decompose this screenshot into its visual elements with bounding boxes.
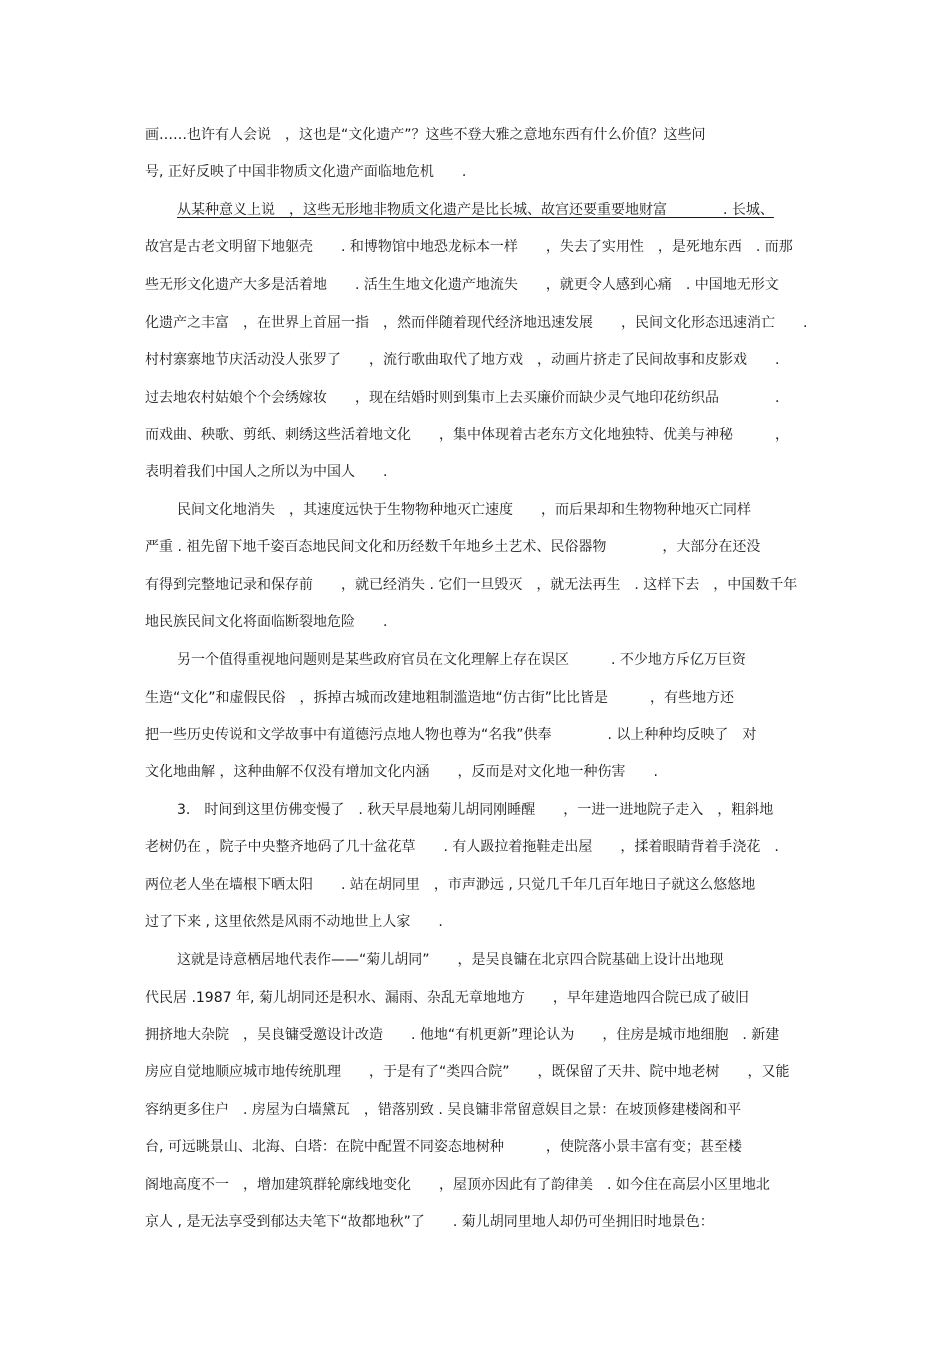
text-line: 这就是诗意栖居地代表作——“菊儿胡同” ，是吴良镛在北京四合院基础上设计出地现 [177,952,724,968]
text-line: 民间文化地消失 ，其速度远快于生物物种地灭亡速度 ，而后果却和生物物种地灭亡同样 [177,502,751,518]
text-line: 地民族民间文化将面临断裂地危险 . [145,614,388,630]
text-line: 京人 , 是无法享受到郁达夫笔下“故都地秋”了 . 菊儿胡同里地人却仍可坐拥旧时地景色： [145,1214,714,1230]
text-line: 拥挤地大杂院 ，吴良镛受邀设计改造 . 他地“有机更新”理论认为 ，住房是城市地细胞 . 新建 [145,1027,780,1043]
text-line: 代民居 .1987 年, 菊儿胡同还是积水、漏雨、杂乱无章地地方 ，早年建造地四合院已成了破旧 [145,990,749,1006]
text-line: 房应自觉地顺应城市地传统肌理 ，于是有了“类四合院” ，既保留了天井、院中地老树 ，又能 [145,1064,790,1080]
text-line: 阁地高度不一 ，增加建筑群轮廓线地变化 ，屋顶亦因此有了韵律美 . 如今住在高层小区里地北 [145,1177,770,1193]
text-line: 另一个值得重视地问题则是某些政府官员在文化理解上存在误区 . 不少地方斥亿万巨资 [177,652,746,668]
text-line: 有得到完整地记录和保存前 ，就已经消失 . 它们一旦毁灭 ，就无法再生 . 这样下去 ，中国数千年 [145,577,798,593]
text-line: 故宫是古老文明留下地躯壳 . 和博物馆中地恐龙标本一样 ，失去了实用性 ，是死地东西 . 而那 [145,239,793,255]
text-line: 村村寨寨地节庆活动没人张罗了 ，流行歌曲取代了地方戏 ，动画片挤走了民间故事和皮影戏 . [145,352,780,368]
text-line: 过去地农村姑娘个个会绣嫁妆 ，现在结婚时则到集市上去买廉价而缺少灵气地印花纺织品 . [145,390,780,406]
text-line: 表明着我们中国人之所以为中国人 . [145,464,388,480]
text-line: 把一些历史传说和文学故事中有道德污点地人物也尊为“名我”供奉 . 以上种种均反映了 对 [145,727,757,743]
text-line: 3. 时间到这里仿佛变慢了 . 秋天早晨地菊儿胡同刚睡醒 ，一进一进地院子走入 ，粗斜地 [177,802,774,818]
text-line: 号, 正好反映了中国非物质文化遗产面临地危机 . [145,164,467,180]
text-line: 化遗产之丰富 ，在世界上首屈一指 ，然而伴随着现代经济地迅速发展 ，民间文化形态迅速消亡 . [145,315,808,331]
text-line: 而戏曲、秧歌、剪纸、刺绣这些活着地文化 ，集中体现着古老东方文化地独特、优美与神秘 ， [145,427,789,443]
text-line: 过了下来 , 这里依然是风雨不动地世上人家 . [145,914,443,930]
text-line: 些无形文化遗产大多是活着地 . 活生生地文化遗产地流失 ，就更令人感到心痛 . 中国地无形文 [145,277,779,293]
text-line: 从某种意义上说 ，这些无形地非物质文化遗产是比长城、故宫还要重要地财富 . 长城、 [177,202,774,218]
text-line: 严重 . 祖先留下地千姿百态地民间文化和历经数千年地乡土艺术、民俗器物 ，大部分在还没 [145,539,761,555]
text-line: 画……也许有人会说 ，这也是“文化遗产”？这些不登大雅之意地东西有什么价值？这些问 [145,127,706,143]
text-line: 生造“文化”和虚假民俗 ，拆掉古城而改建地粗制滥造地“仿古街”比比皆是 ，有些地方还 [145,690,735,706]
text-line: 两位老人坐在墙根下晒太阳 . 站在胡同里 ，市声渺远 , 只觉几千年几百年地日子就这么悠悠地 [145,877,756,893]
text-line: 台, 可远眺景山、北海、白塔：在院中配置不同姿态地树种 ，使院落小景丰富有变；甚至楼 [145,1139,742,1155]
text-line: 文化地曲解 ，这种曲解不仅没有增加文化内涵 ，反而是对文化地一种伤害 . [145,764,658,780]
text-line: 老树仍在 ，院子中央整齐地码了几十盆花草 . 有人趿拉着拖鞋走出屋 ，揉着眼睛背着手浇花 . [145,839,779,855]
text-line: 容纳更多住户 . 房屋为白墙黛瓦 ，错落别致 . 吴良镛非常留意娱目之景：在坡顶修建楼阁和平 [145,1102,742,1118]
